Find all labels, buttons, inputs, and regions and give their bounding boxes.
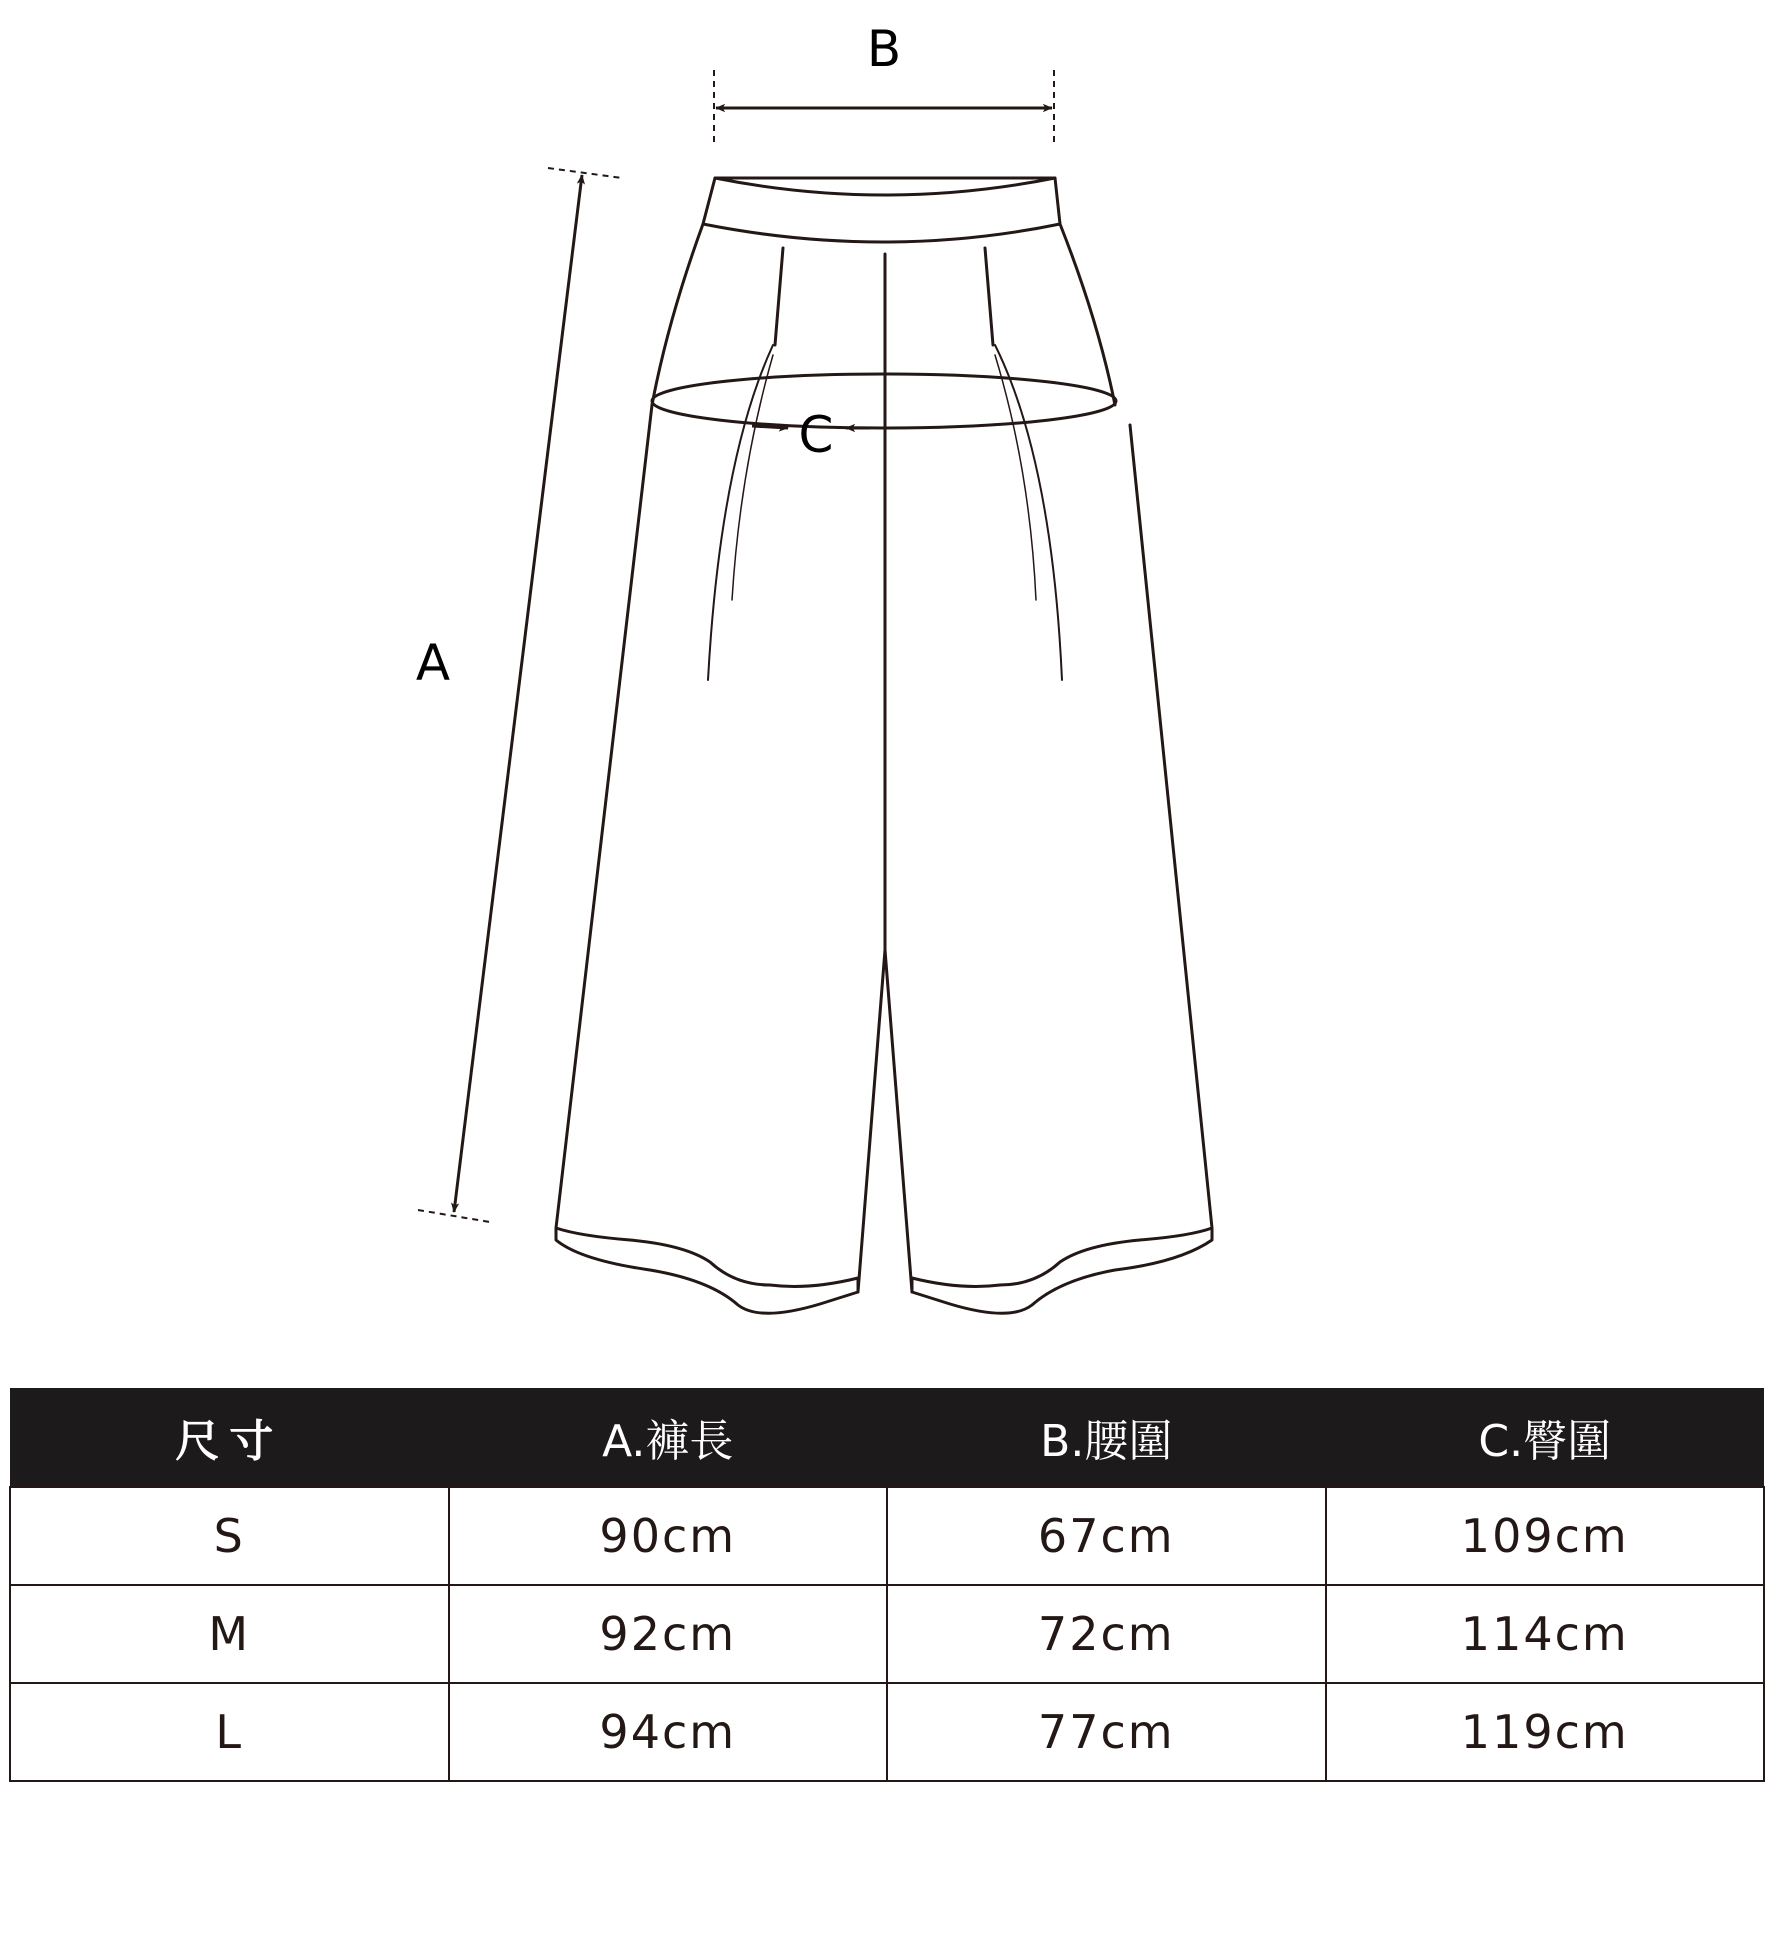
cell-hip: 119cm xyxy=(1326,1683,1765,1781)
waist-measure xyxy=(714,70,1054,142)
cell-hip: 109cm xyxy=(1326,1487,1765,1585)
cell-hip: 114cm xyxy=(1326,1585,1765,1683)
waistband-seam xyxy=(715,178,1055,195)
table-row xyxy=(10,1585,1764,1683)
cell-waist: 67cm xyxy=(887,1487,1326,1585)
left-pleat-inner xyxy=(732,355,773,600)
cell-waist: 72cm xyxy=(887,1585,1326,1683)
left-dart xyxy=(775,248,783,345)
left-hip-curve xyxy=(652,224,703,405)
cell-size: M xyxy=(10,1585,449,1683)
left-inner-leg xyxy=(858,950,885,1292)
label-b: B xyxy=(866,20,902,78)
length-tick-top xyxy=(548,168,622,178)
cell-length: 90cm xyxy=(449,1487,888,1585)
right-outer-seam xyxy=(1130,425,1212,1228)
pants-outline xyxy=(556,178,1212,1313)
length-arrow xyxy=(454,175,582,1212)
cell-length: 94cm xyxy=(449,1683,888,1781)
right-hip-curve xyxy=(1060,224,1115,405)
cell-size: S xyxy=(10,1487,449,1585)
table-row xyxy=(10,1683,1764,1781)
left-hem-outer xyxy=(556,1228,858,1313)
right-hem-outer xyxy=(912,1228,1212,1313)
label-c: C xyxy=(798,406,834,464)
hip-arrow-left xyxy=(752,426,788,428)
size-chart-table xyxy=(9,1388,1765,1782)
table-header-row xyxy=(10,1388,1764,1487)
cell-size: L xyxy=(10,1683,449,1781)
header-length: A.褲長 xyxy=(449,1388,888,1487)
header-size: 尺寸 xyxy=(10,1388,449,1487)
left-outer-seam xyxy=(556,405,652,1228)
table-row xyxy=(10,1487,1764,1585)
header-waist: B.腰圍 xyxy=(887,1388,1326,1487)
cell-length: 92cm xyxy=(449,1585,888,1683)
header-hip: C.臀圍 xyxy=(1326,1388,1765,1487)
right-inner-leg xyxy=(885,950,912,1292)
length-measure xyxy=(415,168,622,1222)
label-a: A xyxy=(415,634,451,692)
cell-waist: 77cm xyxy=(887,1683,1326,1781)
right-dart xyxy=(985,248,993,345)
